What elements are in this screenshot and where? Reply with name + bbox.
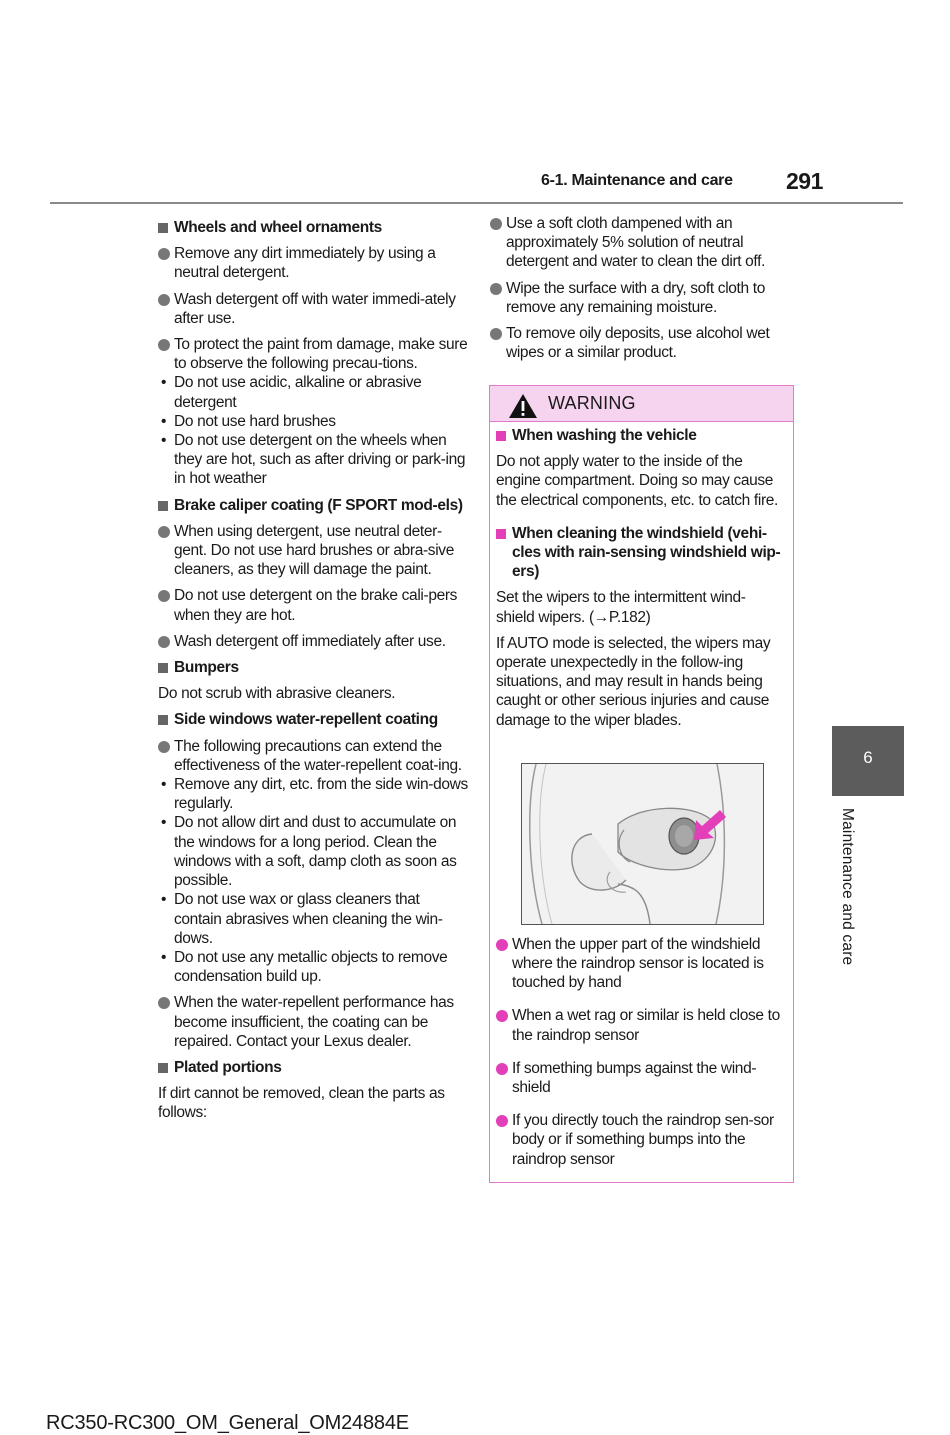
- paragraph: If dirt cannot be removed, clean the parts as follows:: [158, 1085, 445, 1122]
- warning-title: WARNING: [548, 393, 636, 413]
- list-item: Use a soft cloth dampened with an approximately 5% solution of neutral detergent and water to clean the dirt off.: [490, 214, 795, 272]
- chapter-number: 6: [863, 748, 873, 767]
- section-heading: Plated portions: [158, 1058, 468, 1077]
- list-item: When using detergent, use neutral deter-gent. Do not use hard brushes or abra-sive cleaners, as they will damage the paint.: [158, 522, 468, 580]
- list-item: Wipe the surface with a dry, soft cloth to remove any remaining moisture.: [490, 279, 795, 317]
- square-icon: [496, 529, 506, 539]
- list-item: The following precautions can extend the effectiveness of the water-repellent coat-ing.: [158, 737, 468, 775]
- bullet-icon: [496, 1115, 508, 1127]
- sub-item: • Do not use detergent on the wheels when they are hot, such as after driving or park-ing in hot weather: [161, 432, 466, 488]
- paragraph: Do not scrub with abrasive cleaners.: [158, 685, 396, 703]
- sub-item: • Do not use wax or glass cleaners that contain abrasives when cleaning the win-dows.: [161, 891, 443, 947]
- sub-item: • Remove any dirt, etc. from the side win-dows regularly.: [161, 776, 468, 813]
- raindrop-sensor-illustration: [521, 763, 764, 925]
- bullet-icon: [490, 218, 502, 230]
- sub-item: • Do not use acidic, alkaline or abrasive detergent: [161, 374, 422, 411]
- list-item: Wash detergent off with water immedi-ately after use.: [158, 290, 468, 328]
- paragraph: Set the wipers to the intermittent wind-shield wipers. (→P.182): [496, 589, 746, 626]
- header-divider: [50, 202, 903, 204]
- sub-list: [158, 775, 468, 986]
- square-icon: [158, 715, 168, 725]
- paragraph: If AUTO mode is selected, the wipers may operate unexpectedly in the follow-ing situations, and may result in hands being caught or other serious injuries and cause damage to the wiper blades.: [496, 634, 771, 729]
- bullet-icon: [158, 294, 170, 306]
- list-item: To remove oily deposits, use alcohol wet wipes or a similar product.: [490, 324, 795, 362]
- bullet-icon: [490, 328, 502, 340]
- right-column: [490, 214, 795, 369]
- bullet-icon: [158, 636, 170, 648]
- list-item: When the water-repellent performance has become insufficient, the coating can be repaired. Contact your Lexus dealer.: [158, 993, 468, 1051]
- warning-heading: When cleaning the windshield (vehi-cles with rain-sensing windshield wip-ers): [496, 524, 784, 582]
- sub-item: • Do not use hard brushes: [161, 412, 336, 430]
- square-icon: [158, 501, 168, 511]
- warning-heading: When washing the vehicle: [496, 426, 784, 445]
- bullet-icon: [496, 1063, 508, 1075]
- bullet-icon: [490, 283, 502, 295]
- section-heading: Brake caliper coating (F SPORT mod-els): [158, 496, 468, 515]
- list-item: If something bumps against the wind-shield: [496, 1059, 784, 1097]
- bullet-icon: [158, 339, 170, 351]
- list-item: Do not use detergent on the brake cali-pers when they are hot.: [158, 586, 468, 624]
- sub-list: [158, 373, 468, 488]
- page-number: 291: [786, 168, 823, 194]
- list-item: Remove any dirt immediately by using a neutral detergent.: [158, 244, 468, 282]
- bullet-icon: [496, 1010, 508, 1022]
- square-icon: [158, 1063, 168, 1073]
- list-item: If you directly touch the raindrop sen-sor body or if something bumps into the raindrop sensor: [496, 1111, 784, 1169]
- section-heading: Bumpers: [158, 658, 468, 677]
- section-heading: Side windows water-repellent coating: [158, 710, 468, 729]
- sensor-illustration-icon: [522, 764, 763, 924]
- chapter-label: Maintenance and care: [839, 808, 856, 966]
- bullet-icon: [496, 939, 508, 951]
- sub-item: • Do not allow dirt and dust to accumulate on the windows for a long period. Clean the windows with a soft, damp cloth as soon as possible.: [161, 814, 457, 890]
- section-heading: Wheels and wheel ornaments: [158, 218, 468, 237]
- bullet-icon: [158, 997, 170, 1009]
- square-icon: [496, 431, 506, 441]
- bullet-icon: [158, 741, 170, 753]
- section-title: 6-1. Maintenance and care: [541, 172, 733, 189]
- list-item: Wash detergent off immediately after use.: [158, 632, 468, 651]
- warning-header: [490, 386, 793, 422]
- square-icon: [158, 223, 168, 233]
- bullet-icon: [158, 590, 170, 602]
- list-item: When a wet rag or similar is held close to the raindrop sensor: [496, 1006, 784, 1044]
- list-item: When the upper part of the windshield where the raindrop sensor is located is touched by hand: [496, 935, 784, 993]
- list-item: To protect the paint from damage, make sure to observe the following precau-tions.: [158, 335, 468, 373]
- bullet-icon: [158, 248, 170, 260]
- square-icon: [158, 663, 168, 673]
- sub-item: • Do not use any metallic objects to remove condensation build up.: [161, 948, 448, 986]
- bullet-icon: [158, 526, 170, 538]
- warning-icon: [508, 393, 538, 419]
- left-column: [158, 214, 468, 1130]
- document-footer: RC350-RC300_OM_General_OM24884E: [46, 1412, 409, 1434]
- paragraph: Do not apply water to the inside of the engine compartment. Doing so may cause the electrical components, etc. to catch fire.: [496, 453, 778, 509]
